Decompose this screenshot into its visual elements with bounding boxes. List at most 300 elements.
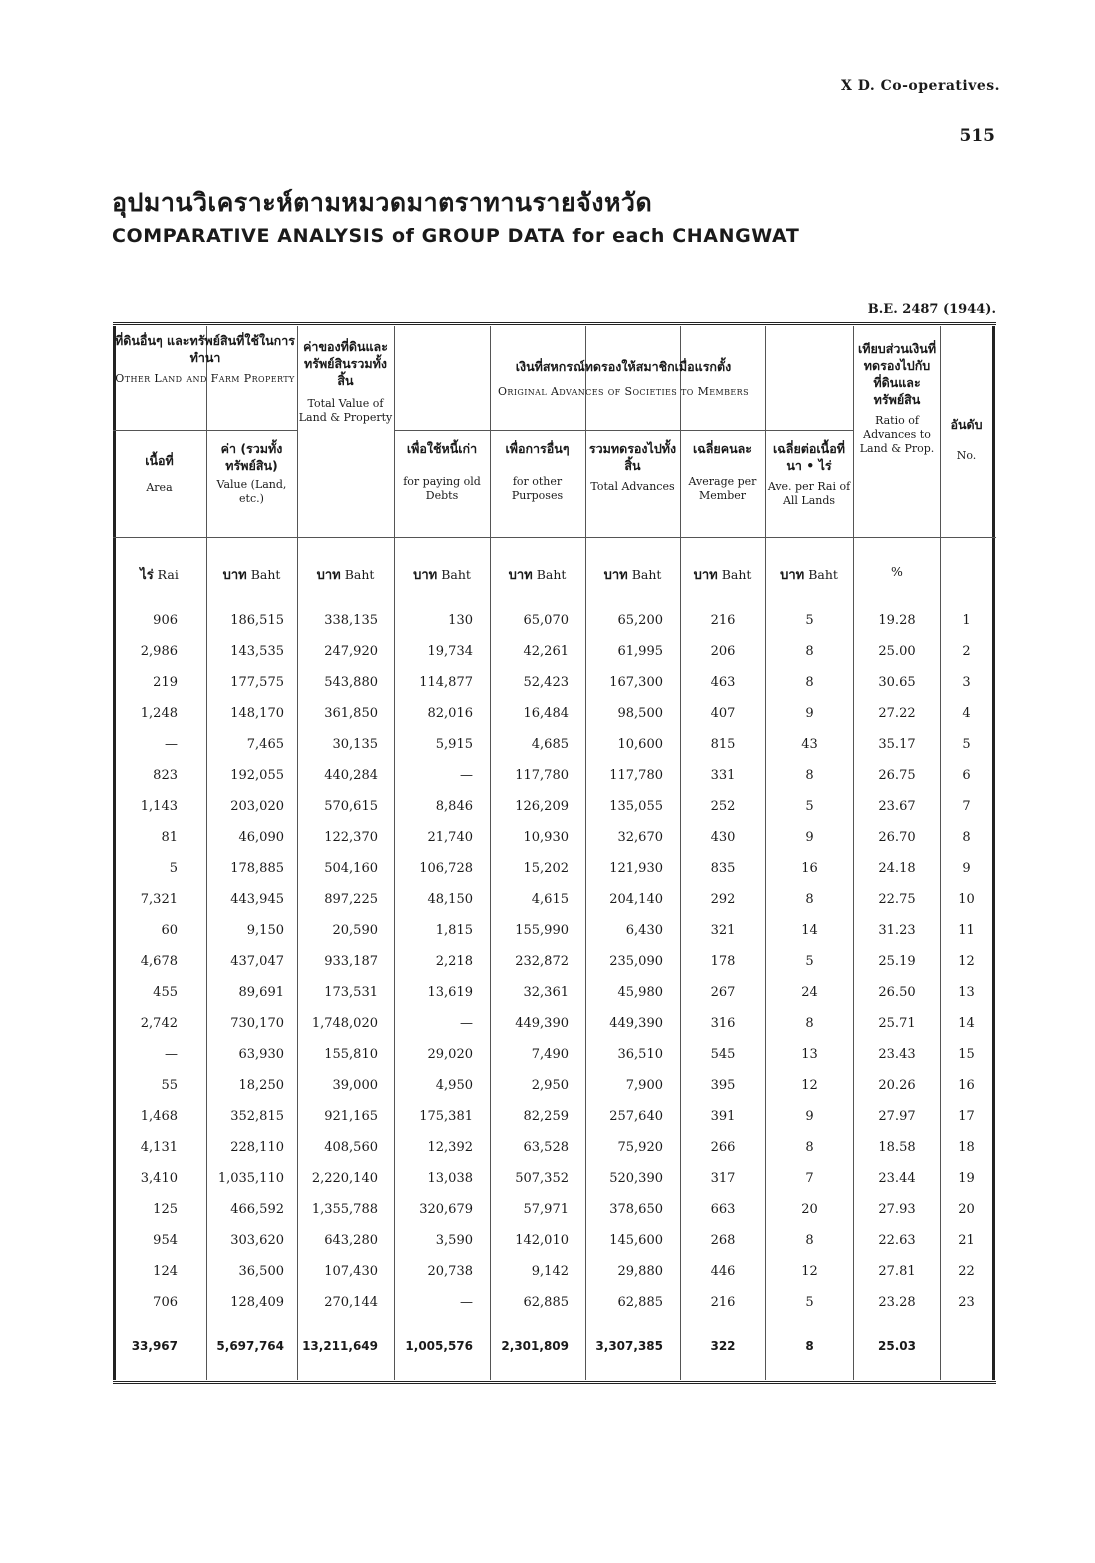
column-rule [853,326,854,1380]
cell-other: 232,872 [515,954,569,969]
cell-debts: — [460,1295,473,1310]
cell-other: 117,780 [515,768,569,783]
header-old-debts-english: for paying old Debts [403,475,481,502]
header-area-thai: เนื้อที่ [145,453,174,468]
cell-area: 2,986 [140,644,178,659]
cell-avg-rai: 5 [805,613,814,628]
cell-total-value: 247,920 [324,644,378,659]
cell-avg-rai: 14 [801,923,818,938]
cell-no: 7 [962,799,971,814]
cell-total-adv: 117,780 [609,768,663,783]
cell-debts: 320,679 [419,1202,473,1217]
cell-avg-member: 545 [710,1047,736,1062]
cell-value: 228,110 [230,1140,284,1155]
cell-total-adv: 62,885 [617,1295,663,1310]
cell-avg-rai: 8 [805,1016,814,1031]
cell-ratio: 20.26 [878,1078,916,1093]
unit-total-value-thai: บาท [316,568,341,583]
cell-ratio: 23.28 [878,1295,916,1310]
cell-other: 82,259 [523,1109,569,1124]
cell-avg-member: 663 [710,1202,736,1217]
cell-avg-rai: 13 [801,1047,818,1062]
cell-avg-rai: 8 [805,644,814,659]
cell-total-value: 39,000 [332,1078,378,1093]
cell-ratio: 26.75 [878,768,916,783]
cell-total-value: 2,220,140 [311,1171,378,1186]
cell-no: 17 [958,1109,975,1124]
cell-other: 9,142 [531,1264,569,1279]
header-value [207,440,296,506]
header-original-advances [395,358,852,399]
cell-total-value: 270,144 [324,1295,378,1310]
cell-avg-rai: 5 [805,1295,814,1310]
cell-avg-rai: 8 [805,1233,814,1248]
cell-total-adv: 45,980 [617,985,663,1000]
cell-no: 6 [962,768,971,783]
cell-total-value: 921,165 [324,1109,378,1124]
cell-total-value: 361,850 [324,706,378,721]
header-area-english: Area [146,481,173,494]
cell-debts: 5,915 [435,737,473,752]
cell-total-value: 173,531 [324,985,378,1000]
cell-value: 18,250 [238,1078,284,1093]
cell-total-adv: 167,300 [609,675,663,690]
cell-total-value: 570,615 [324,799,378,814]
cell-no: 13 [958,985,975,1000]
cell-avg-rai: 5 [805,799,814,814]
cell-ratio: 26.50 [878,985,916,1000]
cell-no: 15 [958,1047,975,1062]
unit-area [114,564,205,585]
total-avg-rai: 8 [805,1339,814,1353]
header-other-land-thai: ที่ดินอื่นๆ และทรัพย์สินที่ใช้ในการทำนา [115,333,295,365]
cell-no: 14 [958,1016,975,1031]
cell-debts: 175,381 [419,1109,473,1124]
cell-total-value: 122,370 [324,830,378,845]
cell-no: 1 [962,613,971,628]
header-value-english: Value (Land, etc.) [216,478,287,505]
cell-avg-member: 835 [710,861,736,876]
unit-total-advances [586,564,679,585]
cell-debts: 82,016 [427,706,473,721]
cell-value: 128,409 [230,1295,284,1310]
cell-total-value: 933,187 [324,954,378,969]
unit-area-english: Rai [157,567,179,582]
unit-area-thai: ไร่ [140,568,154,583]
title-english: COMPARATIVE ANALYSIS of GROUP DATA for each CHANGWAT [112,225,800,247]
cell-avg-member: 178 [710,954,736,969]
unit-other-purposes-thai: บาท [508,568,533,583]
cell-no: 23 [958,1295,975,1310]
cell-total-adv: 204,140 [609,892,663,907]
cell-no: 20 [958,1202,975,1217]
cell-avg-member: 395 [710,1078,736,1093]
cell-other: 126,209 [515,799,569,814]
header-average-rai-thai: เฉลี่ยต่อเนื้อที่นา • ไร่ [773,441,845,473]
unit-average-member-english: Baht [721,567,752,582]
cell-no: 19 [958,1171,975,1186]
unit-total-advances-thai: บาท [603,568,628,583]
cell-ratio: 23.44 [878,1171,916,1186]
cell-no: 5 [962,737,971,752]
table-right-edge [992,326,995,1380]
header-number-english: No. [956,449,977,462]
cell-total-adv: 378,650 [609,1202,663,1217]
cell-other: 62,885 [523,1295,569,1310]
cell-avg-member: 267 [710,985,736,1000]
cell-area: 125 [153,1202,178,1217]
cell-total-adv: 235,090 [609,954,663,969]
cell-other: 52,423 [523,675,569,690]
cell-avg-member: 316 [710,1016,736,1031]
cell-total-value: 155,810 [324,1047,378,1062]
cell-avg-member: 292 [710,892,736,907]
cell-ratio: 19.28 [878,613,916,628]
cell-ratio: 18.58 [878,1140,916,1155]
cell-avg-rai: 5 [805,954,814,969]
cell-no: 8 [962,830,971,845]
total-no [941,1336,992,1356]
unit-average-rai-english: Baht [808,567,838,582]
year-label: B.E. 2487 (1944). [867,302,996,317]
cell-total-adv: 61,995 [617,644,663,659]
cell-other: 7,490 [531,1047,569,1062]
cell-other: 16,484 [523,706,569,721]
cell-area: 823 [153,768,178,783]
cell-total-adv: 7,900 [625,1078,663,1093]
unit-old-debts-thai: บาท [413,568,438,583]
header-ratio-english: Ratio of Advances to Land & Prop. [859,414,935,455]
unit-old-debts-english: Baht [441,567,471,582]
cell-debts: 4,950 [435,1078,473,1093]
header-average-member-thai: เฉลี่ยคนละ [692,441,753,456]
cell-ratio: 31.23 [878,923,916,938]
cell-no: 11 [958,923,975,938]
cell-debts: 48,150 [427,892,473,907]
page-number: 515 [959,126,995,146]
unit-total-advances-english: Baht [631,567,662,582]
cell-other: 507,352 [515,1171,569,1186]
header-rule [113,430,297,431]
unit-other-purposes-english: Baht [536,567,567,582]
header-total-value-english: Total Value of Land & Property [298,397,393,424]
cell-debts: 1,815 [435,923,473,938]
cell-value: 46,090 [238,830,284,845]
cell-no: 9 [962,861,971,876]
cell-area: 2,742 [140,1016,178,1031]
cell-area: 3,410 [140,1171,178,1186]
cell-avg-rai: 43 [801,737,818,752]
cell-avg-member: 216 [710,613,736,628]
cell-area: 4,131 [140,1140,178,1155]
total-value: 5,697,764 [216,1339,284,1353]
cell-value: 203,020 [230,799,284,814]
unit-ratio: % [891,564,903,579]
unit-value-thai: บาท [222,568,247,583]
cell-total-adv: 75,920 [617,1140,663,1155]
header-other-land-english: Other Land and Farm Property [115,372,295,385]
unit-value [207,564,296,585]
cell-area: — [165,737,178,752]
header-total-value-thai: ค่าของที่ดินและทรัพย์สินรวมทั้งสิ้น [303,339,388,388]
total-total-value: 13,211,649 [302,1339,378,1353]
cell-avg-member: 463 [710,675,736,690]
title-thai: อุปมานวิเคราะห์ตามหมวดมาตราทานรายจังหวัด [112,188,653,217]
cell-other: 32,361 [523,985,569,1000]
header-total-advances-thai: รวมทดรองไปทั้งสิ้น [588,441,677,473]
cell-value: 730,170 [230,1016,284,1031]
cell-value: 178,885 [230,861,284,876]
cell-area: 81 [161,830,178,845]
cell-total-adv: 36,510 [617,1047,663,1062]
header-other-land [114,332,296,386]
cell-avg-rai: 8 [805,892,814,907]
header-bottom-rule [113,537,996,538]
cell-value: 303,620 [230,1233,284,1248]
header-total-advances [586,440,679,494]
cell-avg-member: 407 [710,706,736,721]
header-total-value [298,338,393,425]
cell-avg-rai: 9 [805,1109,814,1124]
header-number [941,416,992,463]
cell-value: 63,930 [238,1047,284,1062]
cell-value: 192,055 [230,768,284,783]
header-value-thai: ค่า (รวมทั้งทรัพย์สิน) [220,441,283,473]
cell-other: 2,950 [531,1078,569,1093]
cell-total-adv: 32,670 [617,830,663,845]
cell-value: 36,500 [238,1264,284,1279]
cell-area: 1,468 [140,1109,178,1124]
cell-ratio: 25.00 [878,644,916,659]
cell-value: 1,035,110 [217,1171,284,1186]
unit-old-debts [395,564,489,585]
cell-avg-member: 268 [710,1233,736,1248]
cell-no: 18 [958,1140,975,1155]
cell-avg-member: 216 [710,1295,736,1310]
cell-area: 706 [153,1295,178,1310]
cell-avg-rai: 8 [805,768,814,783]
cell-debts: 2,218 [435,954,473,969]
cell-debts: 13,038 [427,1171,473,1186]
total-avg-member: 322 [710,1339,736,1353]
cell-area: 1,248 [140,706,178,721]
cell-other: 63,528 [523,1140,569,1155]
unit-average-rai-thai: บาท [780,568,805,583]
cell-area: 7,321 [140,892,178,907]
cell-total-adv: 10,600 [617,737,663,752]
cell-ratio: 27.81 [878,1264,916,1279]
cell-avg-member: 391 [710,1109,736,1124]
cell-value: 186,515 [230,613,284,628]
cell-debts: 20,738 [427,1264,473,1279]
cell-total-adv: 6,430 [625,923,663,938]
cell-value: 437,047 [230,954,284,969]
cell-area: 906 [153,613,178,628]
cell-debts: 114,877 [419,675,473,690]
cell-avg-member: 815 [710,737,736,752]
cell-other: 10,930 [523,830,569,845]
header-average-rai-english: Ave. per Rai of All Lands [767,480,851,507]
cell-total-adv: 98,500 [617,706,663,721]
cell-debts: 19,734 [427,644,473,659]
cell-avg-member: 252 [710,799,736,814]
cell-value: 352,815 [230,1109,284,1124]
cell-total-adv: 29,880 [617,1264,663,1279]
header-number-thai: อันดับ [950,417,983,432]
total-other: 2,301,809 [501,1339,569,1353]
cell-area: 455 [153,985,178,1000]
cell-total-value: 440,284 [324,768,378,783]
cell-area: 55 [161,1078,178,1093]
cell-other: 65,070 [523,613,569,628]
header-total-advances-english: Total Advances [590,480,675,493]
cell-total-value: 338,135 [324,613,378,628]
cell-no: 3 [962,675,971,690]
cell-debts: — [460,768,473,783]
cell-ratio: 26.70 [878,830,916,845]
unit-value-english: Baht [250,567,281,582]
cell-ratio: 30.65 [878,675,916,690]
cell-debts: 8,846 [435,799,473,814]
cell-value: 443,945 [230,892,284,907]
column-rule [297,326,298,1380]
cell-avg-rai: 12 [801,1078,818,1093]
cell-avg-rai: 24 [801,985,818,1000]
cell-avg-member: 331 [710,768,736,783]
cell-no: 16 [958,1078,975,1093]
cell-ratio: 25.71 [878,1016,916,1031]
cell-debts: 21,740 [427,830,473,845]
header-old-debts [395,440,489,503]
cell-other: 142,010 [515,1233,569,1248]
cell-ratio: 24.18 [878,861,916,876]
cell-debts: 29,020 [427,1047,473,1062]
cell-avg-member: 206 [710,644,736,659]
cell-total-value: 543,880 [324,675,378,690]
cell-no: 22 [958,1264,975,1279]
cell-debts: 106,728 [419,861,473,876]
cell-ratio: 27.22 [878,706,916,721]
header-average-member [681,440,764,503]
cell-avg-member: 446 [710,1264,736,1279]
cell-avg-rai: 9 [805,706,814,721]
cell-avg-member: 321 [710,923,736,938]
cell-ratio: 22.75 [878,892,916,907]
cell-value: 177,575 [230,675,284,690]
cell-avg-rai: 9 [805,830,814,845]
cell-area: 1,143 [140,799,178,814]
cell-total-adv: 520,390 [609,1171,663,1186]
unit-total-value-english: Baht [344,567,375,582]
cell-total-value: 1,355,788 [311,1202,378,1217]
cell-total-value: 1,748,020 [311,1016,378,1031]
cell-total-adv: 257,640 [609,1109,663,1124]
cell-total-value: 30,135 [332,737,378,752]
unit-average-member-thai: บาท [693,568,718,583]
cell-area: — [165,1047,178,1062]
cell-value: 148,170 [230,706,284,721]
cell-area: 219 [153,675,178,690]
cell-total-value: 107,430 [324,1264,378,1279]
cell-other: 449,390 [515,1016,569,1031]
total-debts: 1,005,576 [405,1339,473,1353]
header-ratio-thai: เทียบส่วนเงินที่ทดรองไปกับที่ดินและทรัพย์สิน [857,341,937,407]
cell-no: 12 [958,954,975,969]
header-rule [394,430,853,431]
cell-area: 60 [161,923,178,938]
cell-total-adv: 145,600 [609,1233,663,1248]
header-original-advances-thai: เงินที่สหกรณ์ทดรองให้สมาชิกเมื่อแรกตั้ง [515,359,732,374]
cell-no: 10 [958,892,975,907]
cell-avg-member: 317 [710,1171,736,1186]
header-other-purposes-thai: เพื่อการอื่นๆ [505,441,570,456]
cell-debts: 130 [448,613,473,628]
cell-debts: 3,590 [435,1233,473,1248]
cell-area: 124 [153,1264,178,1279]
cell-debts: 13,619 [427,985,473,1000]
cell-debts: 12,392 [427,1140,473,1155]
cell-ratio: 35.17 [878,737,916,752]
cell-avg-rai: 7 [805,1171,814,1186]
cell-area: 4,678 [140,954,178,969]
cell-avg-rai: 8 [805,1140,814,1155]
header-average-rai [766,440,852,508]
cell-avg-member: 430 [710,830,736,845]
cell-total-adv: 135,055 [609,799,663,814]
header-ratio [854,340,940,456]
cell-total-value: 504,160 [324,861,378,876]
cell-total-value: 20,590 [332,923,378,938]
cell-total-value: 897,225 [324,892,378,907]
cell-ratio: 23.67 [878,799,916,814]
cell-other: 57,971 [523,1202,569,1217]
cell-avg-rai: 12 [801,1264,818,1279]
unit-average-rai [766,564,852,585]
unit-other-purposes [491,564,584,585]
total-ratio: 25.03 [878,1339,916,1353]
cell-debts: — [460,1016,473,1031]
cell-value: 89,691 [238,985,284,1000]
cell-area: 954 [153,1233,178,1248]
cell-no: 4 [962,706,971,721]
cell-value: 466,592 [230,1202,284,1217]
cell-ratio: 27.93 [878,1202,916,1217]
cell-total-adv: 121,930 [609,861,663,876]
header-average-member-english: Average per Member [688,475,757,502]
cell-no: 21 [958,1233,975,1248]
unit-average-member [681,564,764,585]
cell-value: 143,535 [230,644,284,659]
cell-other: 155,990 [515,923,569,938]
header-original-advances-english: Original Advances of Societies to Members [498,385,749,398]
cell-value: 9,150 [246,923,284,938]
cell-value: 7,465 [246,737,284,752]
total-total-adv: 3,307,385 [595,1339,663,1353]
cell-avg-member: 266 [710,1140,736,1155]
cell-total-adv: 65,200 [617,613,663,628]
cell-avg-rai: 16 [801,861,818,876]
cell-total-adv: 449,390 [609,1016,663,1031]
header-area [114,452,205,495]
cell-other: 42,261 [523,644,569,659]
cell-avg-rai: 20 [801,1202,818,1217]
cell-no: 2 [962,644,971,659]
column-rule [940,326,941,1380]
cell-total-value: 408,560 [324,1140,378,1155]
header-other-purposes-english: for other Purposes [511,475,564,502]
cell-area: 5 [169,861,178,876]
total-area: 33,967 [131,1339,178,1353]
